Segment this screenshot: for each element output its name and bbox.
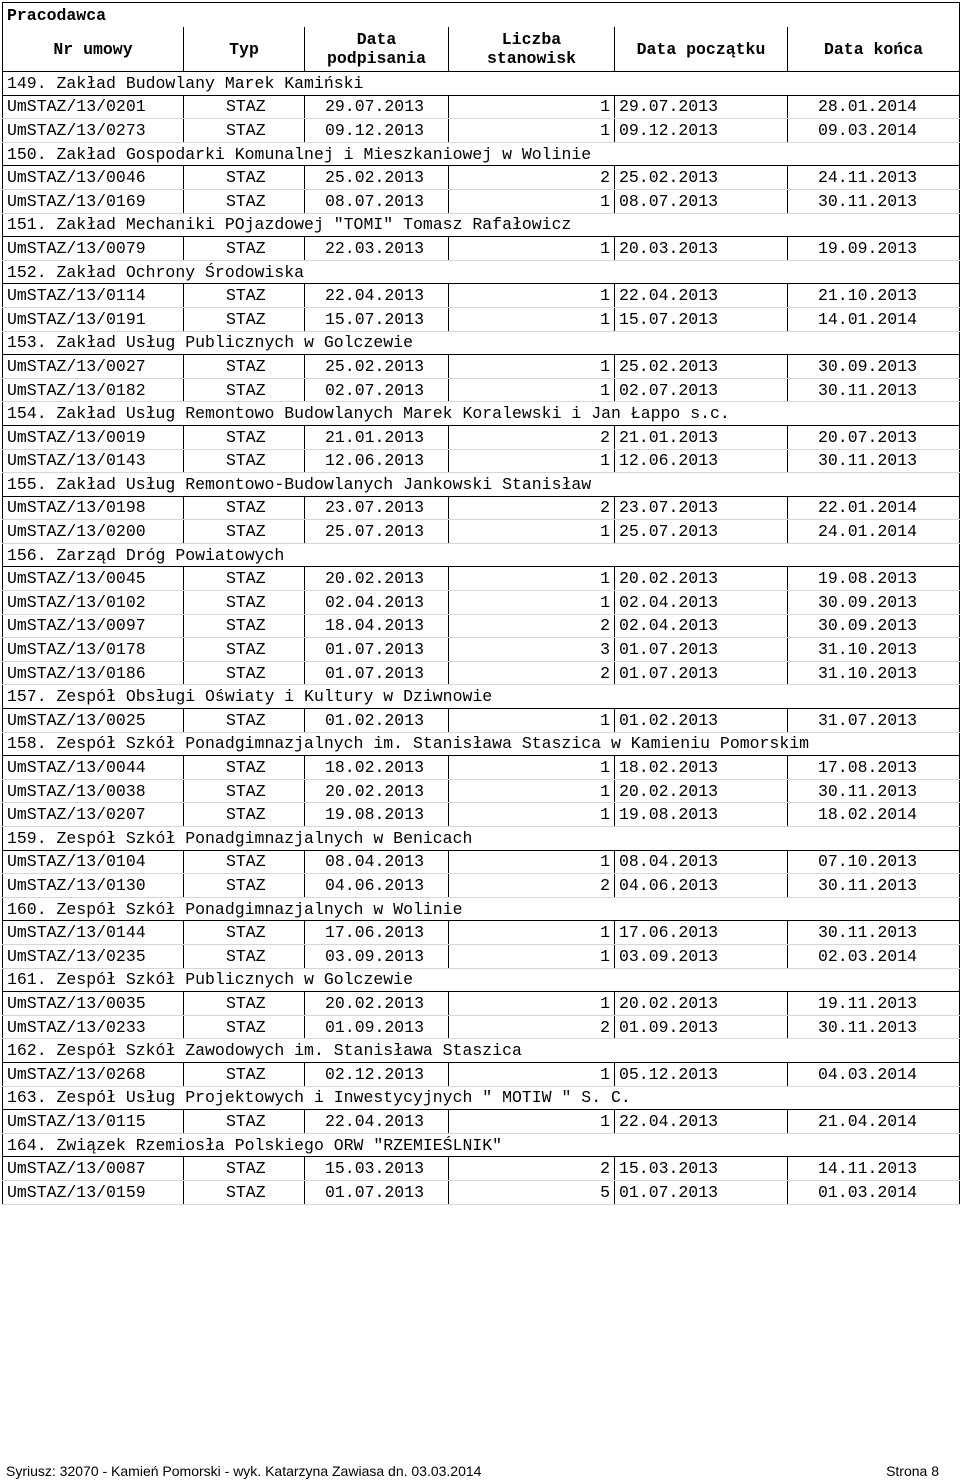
cell-typ: STAZ [184,1180,305,1204]
cell-liczba-stanowisk: 2 [449,874,615,898]
cell-nr-umowy: UmSTAZ/13/0143 [3,449,184,473]
employer-name: 163. Zespół Usług Projektowych i Inwestycyjnych " MOTIW " S. C. [3,1086,960,1110]
cell-data-podpisania: 20.02.2013 [305,992,449,1016]
employer-group-row [3,897,960,921]
cell-nr-umowy: UmSTAZ/13/0087 [3,1157,184,1181]
table-row [3,567,960,591]
cell-nr-umowy: UmSTAZ/13/0169 [3,189,184,213]
cell-data-podpisania: 04.06.2013 [305,874,449,898]
cell-typ: STAZ [184,496,305,520]
cell-data-poczatku: 25.02.2013 [615,166,788,190]
cell-nr-umowy: UmSTAZ/13/0201 [3,95,184,119]
header-data-podpisania-line2: podpisania [326,49,427,68]
cell-typ: STAZ [184,449,305,473]
cell-data-konca: 24.11.2013 [788,166,960,190]
employer-name: 153. Zakład Usług Publicznych w Golczewie [3,331,960,355]
employer-group-row [3,1086,960,1110]
employer-group-row [3,331,960,355]
table-row [3,756,960,780]
cell-liczba-stanowisk: 2 [449,166,615,190]
table-row [3,638,960,662]
cell-data-konca: 30.09.2013 [788,614,960,638]
cell-data-konca: 30.11.2013 [788,874,960,898]
table-row [3,284,960,308]
cell-data-poczatku: 01.07.2013 [615,638,788,662]
cell-data-poczatku: 15.03.2013 [615,1157,788,1181]
cell-typ: STAZ [184,355,305,379]
employer-name: 164. Związek Rzemiosła Polskiego ORW "RZEMIEŚLNIK" [3,1133,960,1157]
cell-typ: STAZ [184,1110,305,1134]
cell-liczba-stanowisk: 1 [449,567,615,591]
cell-liczba-stanowisk: 2 [449,1157,615,1181]
table-row [3,189,960,213]
cell-typ: STAZ [184,614,305,638]
cell-data-podpisania: 18.02.2013 [305,756,449,780]
employer-group-row [3,1039,960,1063]
cell-typ: STAZ [184,591,305,615]
table-row [3,449,960,473]
cell-typ: STAZ [184,779,305,803]
cell-data-poczatku: 09.12.2013 [615,119,788,143]
cell-data-podpisania: 22.03.2013 [305,237,449,261]
employer-group-row [3,213,960,237]
cell-data-poczatku: 22.04.2013 [615,1110,788,1134]
cell-typ: STAZ [184,1062,305,1086]
cell-data-poczatku: 15.07.2013 [615,307,788,331]
cell-nr-umowy: UmSTAZ/13/0186 [3,661,184,685]
cell-data-poczatku: 02.04.2013 [615,614,788,638]
table-row [3,1157,960,1181]
cell-data-konca: 09.03.2014 [788,119,960,143]
cell-nr-umowy: UmSTAZ/13/0207 [3,803,184,827]
cell-data-poczatku: 20.02.2013 [615,779,788,803]
page-number: Strona 8 [886,1463,939,1479]
cell-data-podpisania: 01.07.2013 [305,661,449,685]
cell-data-konca: 30.11.2013 [788,1015,960,1039]
cell-data-poczatku: 04.06.2013 [615,874,788,898]
cell-data-podpisania: 15.03.2013 [305,1157,449,1181]
cell-data-konca: 02.03.2014 [788,944,960,968]
table-row [3,779,960,803]
employer-name: 151. Zakład Mechaniki POjazdowej "TOMI" Tomasz Rafałowicz [3,213,960,237]
employer-group-row [3,543,960,567]
cell-typ: STAZ [184,189,305,213]
cell-liczba-stanowisk: 1 [449,803,615,827]
cell-data-podpisania: 18.04.2013 [305,614,449,638]
cell-liczba-stanowisk: 1 [449,992,615,1016]
cell-data-podpisania: 20.02.2013 [305,779,449,803]
cell-nr-umowy: UmSTAZ/13/0233 [3,1015,184,1039]
cell-nr-umowy: UmSTAZ/13/0035 [3,992,184,1016]
header-data-konca: Data końca [788,27,960,72]
table-row [3,850,960,874]
cell-liczba-stanowisk: 1 [449,95,615,119]
cell-typ: STAZ [184,425,305,449]
employer-group-row [3,72,960,96]
cell-data-poczatku: 08.04.2013 [615,850,788,874]
table-row [3,992,960,1016]
cell-data-podpisania: 01.09.2013 [305,1015,449,1039]
cell-nr-umowy: UmSTAZ/13/0198 [3,496,184,520]
cell-data-podpisania: 17.06.2013 [305,921,449,945]
employer-name: 157. Zespół Obsługi Oświaty i Kultury w Dziwnowie [3,685,960,709]
cell-typ: STAZ [184,567,305,591]
cell-nr-umowy: UmSTAZ/13/0079 [3,237,184,261]
table-row [3,166,960,190]
header-liczba-line2: stanowisk [486,49,577,68]
cell-data-poczatku: 20.02.2013 [615,992,788,1016]
cell-liczba-stanowisk: 1 [449,119,615,143]
table-row [3,425,960,449]
table-row [3,591,960,615]
cell-liczba-stanowisk: 2 [449,425,615,449]
cell-liczba-stanowisk: 1 [449,449,615,473]
employer-name: 154. Zakład Usług Remontowo Budowlanych Marek Koralewski i Jan Łappo s.c. [3,402,960,426]
employer-group-row [3,732,960,756]
header-data-podpisania [305,27,449,72]
employer-name: 152. Zakład Ochrony Środowiska [3,260,960,284]
cell-data-podpisania: 25.07.2013 [305,520,449,544]
table-row [3,237,960,261]
cell-data-poczatku: 08.07.2013 [615,189,788,213]
cell-data-poczatku: 03.09.2013 [615,944,788,968]
cell-data-podpisania: 25.02.2013 [305,355,449,379]
cell-liczba-stanowisk: 1 [449,378,615,402]
cell-data-poczatku: 17.06.2013 [615,921,788,945]
cell-data-podpisania: 02.04.2013 [305,591,449,615]
footer-info: Syriusz: 32070 - Kamień Pomorski - wyk. Katarzyna Zawiasa dn. 03.03.2014 [6,1463,482,1479]
cell-data-podpisania: 22.04.2013 [305,1110,449,1134]
cell-liczba-stanowisk: 1 [449,284,615,308]
cell-typ: STAZ [184,992,305,1016]
cell-nr-umowy: UmSTAZ/13/0027 [3,355,184,379]
cell-typ: STAZ [184,709,305,733]
table-row [3,496,960,520]
cell-data-poczatku: 22.04.2013 [615,284,788,308]
cell-data-konca: 21.10.2013 [788,284,960,308]
header-typ: Typ [184,27,305,72]
cell-typ: STAZ [184,378,305,402]
cell-data-konca: 17.08.2013 [788,756,960,780]
cell-data-poczatku: 21.01.2013 [615,425,788,449]
cell-data-podpisania: 02.07.2013 [305,378,449,402]
cell-data-poczatku: 01.07.2013 [615,1180,788,1204]
document-page [2,2,958,1205]
employer-name: 161. Zespół Szkół Publicznych w Golczewie [3,968,960,992]
cell-data-podpisania: 02.12.2013 [305,1062,449,1086]
cell-nr-umowy: UmSTAZ/13/0038 [3,779,184,803]
cell-data-poczatku: 25.07.2013 [615,520,788,544]
cell-typ: STAZ [184,119,305,143]
cell-data-konca: 14.11.2013 [788,1157,960,1181]
cell-typ: STAZ [184,1015,305,1039]
table-row [3,378,960,402]
cell-typ: STAZ [184,237,305,261]
cell-data-poczatku: 05.12.2013 [615,1062,788,1086]
cell-data-konca: 30.11.2013 [788,921,960,945]
cell-typ: STAZ [184,1157,305,1181]
cell-nr-umowy: UmSTAZ/13/0115 [3,1110,184,1134]
cell-nr-umowy: UmSTAZ/13/0025 [3,709,184,733]
cell-nr-umowy: UmSTAZ/13/0097 [3,614,184,638]
cell-typ: STAZ [184,921,305,945]
table-row [3,921,960,945]
employer-group-row [3,1133,960,1157]
cell-data-poczatku: 02.04.2013 [615,591,788,615]
cell-data-podpisania: 08.04.2013 [305,850,449,874]
cell-data-podpisania: 01.07.2013 [305,638,449,662]
header-data-podpisania-line1: Data [356,30,397,49]
employer-group-row [3,827,960,851]
cell-liczba-stanowisk: 1 [449,1062,615,1086]
cell-data-poczatku: 23.07.2013 [615,496,788,520]
cell-nr-umowy: UmSTAZ/13/0130 [3,874,184,898]
cell-data-poczatku: 18.02.2013 [615,756,788,780]
cell-liczba-stanowisk: 1 [449,779,615,803]
employer-name: 155. Zakład Usług Remontowo-Budowlanych Jankowski Stanisław [3,473,960,497]
header-nr-umowy: Nr umowy [3,27,184,72]
employer-group-row [3,402,960,426]
cell-data-poczatku: 20.02.2013 [615,567,788,591]
cell-data-konca: 04.03.2014 [788,1062,960,1086]
table-row [3,119,960,143]
table-row [3,803,960,827]
cell-data-konca: 31.10.2013 [788,638,960,662]
cell-nr-umowy: UmSTAZ/13/0144 [3,921,184,945]
cell-nr-umowy: UmSTAZ/13/0273 [3,119,184,143]
cell-data-podpisania: 23.07.2013 [305,496,449,520]
cell-data-podpisania: 29.07.2013 [305,95,449,119]
cell-nr-umowy: UmSTAZ/13/0044 [3,756,184,780]
cell-data-podpisania: 25.02.2013 [305,166,449,190]
cell-data-konca: 19.11.2013 [788,992,960,1016]
table-row [3,1062,960,1086]
cell-data-podpisania: 08.07.2013 [305,189,449,213]
employer-group-row [3,142,960,166]
cell-nr-umowy: UmSTAZ/13/0200 [3,520,184,544]
cell-nr-umowy: UmSTAZ/13/0114 [3,284,184,308]
header-data-poczatku: Data początku [615,27,788,72]
header-liczba-stanowisk [449,27,615,72]
cell-data-podpisania: 01.07.2013 [305,1180,449,1204]
employer-name: 158. Zespół Szkół Ponadgimnazjalnych im. Stanisława Staszica w Kamieniu Pomorskim [3,732,960,756]
cell-typ: STAZ [184,874,305,898]
cell-data-podpisania: 15.07.2013 [305,307,449,331]
cell-nr-umowy: UmSTAZ/13/0046 [3,166,184,190]
cell-nr-umowy: UmSTAZ/13/0178 [3,638,184,662]
cell-data-poczatku: 01.09.2013 [615,1015,788,1039]
table-row [3,1015,960,1039]
cell-liczba-stanowisk: 1 [449,921,615,945]
table-row [3,1110,960,1134]
cell-data-konca: 30.09.2013 [788,355,960,379]
cell-data-poczatku: 29.07.2013 [615,95,788,119]
cell-nr-umowy: UmSTAZ/13/0182 [3,378,184,402]
cell-data-podpisania: 20.02.2013 [305,567,449,591]
cell-liczba-stanowisk: 3 [449,638,615,662]
cell-data-poczatku: 12.06.2013 [615,449,788,473]
table-row [3,355,960,379]
cell-data-podpisania: 09.12.2013 [305,119,449,143]
employer-name: 162. Zespół Szkół Zawodowych im. Stanisława Staszica [3,1039,960,1063]
cell-liczba-stanowisk: 5 [449,1180,615,1204]
employer-name: 149. Zakład Budowlany Marek Kamiński [3,72,960,96]
cell-data-konca: 18.02.2014 [788,803,960,827]
cell-data-konca: 31.10.2013 [788,661,960,685]
table-row [3,944,960,968]
cell-typ: STAZ [184,307,305,331]
cell-data-konca: 22.01.2014 [788,496,960,520]
cell-data-konca: 19.09.2013 [788,237,960,261]
cell-data-poczatku: 01.02.2013 [615,709,788,733]
cell-typ: STAZ [184,803,305,827]
cell-data-konca: 19.08.2013 [788,567,960,591]
page-footer [6,1463,939,1481]
cell-typ: STAZ [184,850,305,874]
cell-nr-umowy: UmSTAZ/13/0102 [3,591,184,615]
cell-typ: STAZ [184,166,305,190]
table-title: Pracodawca [3,3,960,28]
cell-liczba-stanowisk: 1 [449,756,615,780]
cell-liczba-stanowisk: 1 [449,944,615,968]
cell-nr-umowy: UmSTAZ/13/0045 [3,567,184,591]
cell-liczba-stanowisk: 2 [449,614,615,638]
cell-typ: STAZ [184,520,305,544]
header-liczba-line1: Liczba [501,30,562,49]
cell-data-konca: 07.10.2013 [788,850,960,874]
table-row [3,95,960,119]
cell-data-poczatku: 01.07.2013 [615,661,788,685]
table-row [3,520,960,544]
table-row [3,709,960,733]
cell-liczba-stanowisk: 2 [449,1015,615,1039]
cell-data-poczatku: 19.08.2013 [615,803,788,827]
cell-data-konca: 01.03.2014 [788,1180,960,1204]
table-row [3,1180,960,1204]
employer-table [2,2,960,1205]
cell-typ: STAZ [184,756,305,780]
table-row [3,874,960,898]
cell-typ: STAZ [184,95,305,119]
table-row [3,307,960,331]
employer-group-row [3,685,960,709]
cell-data-podpisania: 21.01.2013 [305,425,449,449]
cell-data-konca: 28.01.2014 [788,95,960,119]
cell-data-poczatku: 25.02.2013 [615,355,788,379]
cell-data-podpisania: 19.08.2013 [305,803,449,827]
cell-liczba-stanowisk: 1 [449,709,615,733]
cell-data-konca: 21.04.2014 [788,1110,960,1134]
cell-data-konca: 30.11.2013 [788,779,960,803]
employer-name: 159. Zespół Szkół Ponadgimnazjalnych w Benicach [3,827,960,851]
cell-nr-umowy: UmSTAZ/13/0159 [3,1180,184,1204]
employer-name: 160. Zespół Szkół Ponadgimnazjalnych w Wolinie [3,897,960,921]
cell-typ: STAZ [184,638,305,662]
cell-typ: STAZ [184,284,305,308]
cell-data-konca: 24.01.2014 [788,520,960,544]
cell-data-podpisania: 22.04.2013 [305,284,449,308]
cell-data-podpisania: 01.02.2013 [305,709,449,733]
employer-group-row [3,968,960,992]
cell-nr-umowy: UmSTAZ/13/0191 [3,307,184,331]
cell-nr-umowy: UmSTAZ/13/0104 [3,850,184,874]
employer-group-row [3,260,960,284]
table-row [3,614,960,638]
cell-typ: STAZ [184,661,305,685]
cell-data-konca: 20.07.2013 [788,425,960,449]
cell-data-podpisania: 12.06.2013 [305,449,449,473]
cell-liczba-stanowisk: 1 [449,237,615,261]
employer-name: 156. Zarząd Dróg Powiatowych [3,543,960,567]
cell-liczba-stanowisk: 1 [449,189,615,213]
cell-data-konca: 30.11.2013 [788,449,960,473]
cell-nr-umowy: UmSTAZ/13/0019 [3,425,184,449]
cell-data-poczatku: 20.03.2013 [615,237,788,261]
cell-liczba-stanowisk: 1 [449,355,615,379]
cell-liczba-stanowisk: 1 [449,1110,615,1134]
cell-typ: STAZ [184,944,305,968]
cell-liczba-stanowisk: 1 [449,850,615,874]
cell-data-poczatku: 02.07.2013 [615,378,788,402]
cell-data-konca: 30.11.2013 [788,378,960,402]
cell-data-konca: 30.11.2013 [788,189,960,213]
cell-data-konca: 14.01.2014 [788,307,960,331]
table-body [3,72,960,1205]
cell-data-konca: 31.07.2013 [788,709,960,733]
cell-liczba-stanowisk: 1 [449,591,615,615]
cell-data-konca: 30.09.2013 [788,591,960,615]
cell-liczba-stanowisk: 2 [449,661,615,685]
cell-liczba-stanowisk: 1 [449,307,615,331]
cell-nr-umowy: UmSTAZ/13/0268 [3,1062,184,1086]
cell-liczba-stanowisk: 1 [449,520,615,544]
employer-group-row [3,473,960,497]
employer-name: 150. Zakład Gospodarki Komunalnej i Mieszkaniowej w Wolinie [3,142,960,166]
cell-data-podpisania: 03.09.2013 [305,944,449,968]
cell-liczba-stanowisk: 2 [449,496,615,520]
table-row [3,661,960,685]
cell-nr-umowy: UmSTAZ/13/0235 [3,944,184,968]
